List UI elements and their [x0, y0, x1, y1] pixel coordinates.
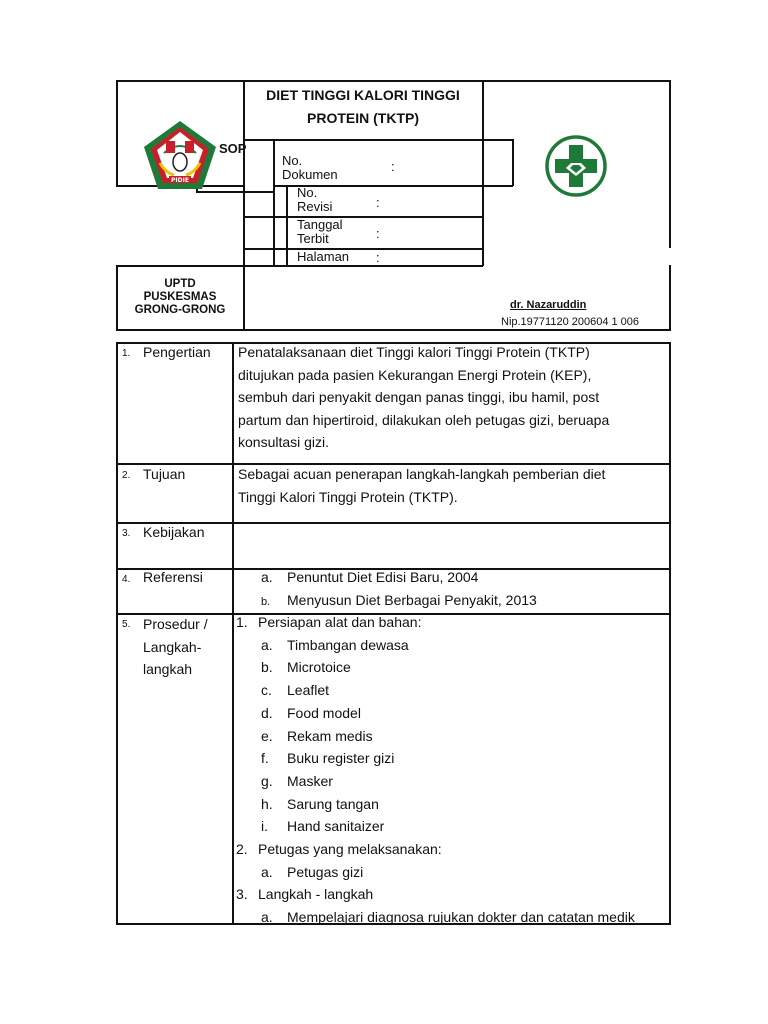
sop-inner-line [273, 139, 275, 266]
uptd-line2: PUSKESMAS [143, 291, 217, 303]
meta-no-dokumen-colon: : [391, 159, 395, 174]
row-label [143, 613, 208, 681]
table-right-border [669, 342, 671, 925]
text-line: Penatalaksanaan diet Tinggi kalori Tinggi Protein (TKTP) [238, 344, 590, 360]
reference-list [261, 566, 537, 613]
list-item [236, 702, 666, 725]
uptd-row-right [669, 265, 671, 330]
header-left-border [116, 80, 118, 186]
sop-label: SOP [219, 141, 247, 156]
revisi-row-bottom [243, 216, 483, 218]
list-letter: b. [261, 659, 273, 676]
sop-box-bottom [196, 191, 274, 193]
document-title-line2: PROTEIN (TKTP) [307, 110, 419, 126]
list-letter: a. [261, 636, 273, 653]
revisi-row-left [286, 185, 288, 266]
list-letter: a. [261, 863, 273, 880]
meta-no-revisi-colon: : [376, 195, 380, 210]
list-text: Mempelajari diagnosa rujukan dokter dan catatan medik [287, 909, 635, 926]
row-number: 2. [122, 470, 131, 481]
header-right-border [669, 80, 671, 248]
list-letter: i. [261, 818, 268, 835]
document-title [244, 84, 482, 130]
uptd-line1: UPTD [164, 278, 196, 290]
row-number: 1. [122, 348, 131, 359]
meta-no-dokumen [282, 154, 338, 182]
header-top-border [116, 80, 671, 82]
list-text: Microtoice [287, 659, 351, 676]
meta-no-dokumen-line2: Dokumen [282, 167, 338, 182]
list-item [261, 566, 537, 589]
list-text: Masker [287, 772, 333, 789]
halaman-row-bottom [243, 265, 483, 267]
list-text: Petugas gizi [287, 863, 364, 880]
regency-logo-icon [142, 119, 218, 191]
row-content [238, 341, 662, 454]
section-title: Persiapan alat dan bahan: [258, 614, 422, 630]
list-item [236, 861, 666, 884]
meta-tanggal-terbit-line2: Terbit [297, 231, 329, 246]
list-letter: h. [261, 795, 273, 812]
list-letter: a. [261, 909, 273, 926]
sop-row-right [512, 139, 514, 186]
section-title: Langkah - langkah [258, 886, 374, 903]
meta-no-revisi-line2: Revisi [297, 199, 333, 214]
text-line: Sebagai acuan penerapan langkah-langkah pemberian diet [238, 466, 606, 482]
row-label: Kebijakan [143, 524, 205, 540]
meta-tanggal-terbit-line1: Tanggal [297, 217, 343, 232]
list-text: Hand sanitaizer [287, 818, 385, 835]
meta-halaman [297, 250, 349, 264]
procedure-section [236, 883, 666, 906]
list-text: Rekam medis [287, 727, 373, 744]
list-letter: b. [261, 595, 271, 608]
meta-halaman-label: Halaman [297, 249, 350, 264]
meta-halaman-colon: : [376, 250, 380, 265]
text-line: sembuh dari penyakit dengan panas tinggi, ibu hamil, post [238, 389, 600, 405]
section-title: Petugas yang melaksanakan: [258, 841, 442, 858]
list-text: Timbangan dewasa [287, 636, 409, 653]
text-line: konsultasi gizi. [238, 434, 330, 450]
procedure-section [236, 611, 666, 634]
list-letter: e. [261, 727, 273, 744]
table-mid-border [232, 342, 234, 925]
procedure-content [236, 611, 666, 929]
procedure-section [236, 838, 666, 861]
meta-no-revisi-line1: No. [297, 185, 318, 200]
tanggal-row-bottom [243, 248, 483, 250]
uptd-row-top [116, 265, 244, 267]
row-content [238, 463, 662, 508]
list-item [261, 589, 537, 614]
puskesmas-logo-icon [544, 134, 608, 198]
row-label: Pengertian [143, 344, 211, 360]
uptd-line3: GRONG-GRONG [134, 304, 226, 316]
section-number: 2. [236, 841, 248, 858]
row-number: 4. [122, 574, 131, 585]
list-letter: a. [261, 569, 273, 585]
text-line: Tinggi Kalori Tinggi Protein (TKTP). [238, 488, 458, 505]
list-letter: c. [261, 682, 272, 699]
row-number: 5. [122, 619, 131, 630]
sop-row-top [243, 139, 513, 141]
list-item [236, 770, 666, 793]
meta-tanggal-terbit-colon: : [376, 226, 380, 241]
list-item [236, 679, 666, 702]
list-item [236, 634, 666, 657]
list-text: Buku register gizi [287, 750, 395, 767]
list-text: Food model [287, 704, 361, 721]
header-mid-right-line [482, 80, 484, 266]
list-item [236, 725, 666, 748]
list-letter: f. [261, 750, 269, 767]
row-label-line1: Prosedur / [143, 616, 208, 632]
meta-tanggal-terbit [297, 218, 343, 246]
list-letter: d. [261, 704, 273, 721]
list-text: Leaflet [287, 682, 330, 699]
row-number: 3. [122, 528, 131, 539]
meta-no-revisi [297, 186, 332, 214]
uptd-name [116, 278, 244, 317]
row-label: Tujuan [143, 466, 186, 482]
row-label-line3: langkah [143, 661, 193, 678]
list-item [236, 793, 666, 816]
list-letter: g. [261, 772, 273, 789]
document-title-line1: DIET TINGGI KALORI TINGGI [266, 87, 460, 103]
uptd-row-bottom [116, 329, 671, 331]
list-text: Sarung tangan [287, 795, 379, 812]
list-text: Penuntut Diet Edisi Baru, 2004 [287, 569, 479, 585]
row-label-line2: Langkah- [143, 638, 202, 655]
list-item [236, 815, 666, 838]
meta-no-dokumen-line1: No. [282, 153, 303, 168]
regency-logo-text: PIDIE [171, 177, 189, 184]
text-line: ditujukan pada pasien Kekurangan Energi Protein (KEP), [238, 366, 592, 383]
section-number: 1. [236, 614, 248, 630]
row-label: Referensi [143, 569, 203, 585]
section-number: 3. [236, 886, 248, 903]
list-item [236, 906, 666, 929]
text-line: partum dan hipertiroid, dilakukan oleh petugas gizi, beruapa [238, 411, 610, 428]
list-item [236, 656, 666, 679]
table-left-border [116, 342, 118, 925]
signer-nip: Nip.19771120 200604 1 006 [501, 316, 640, 328]
list-text: Menyusun Diet Berbagai Penyakit, 2013 [287, 591, 537, 608]
signer-name: dr. Nazaruddin [510, 299, 587, 311]
list-item [236, 747, 666, 770]
